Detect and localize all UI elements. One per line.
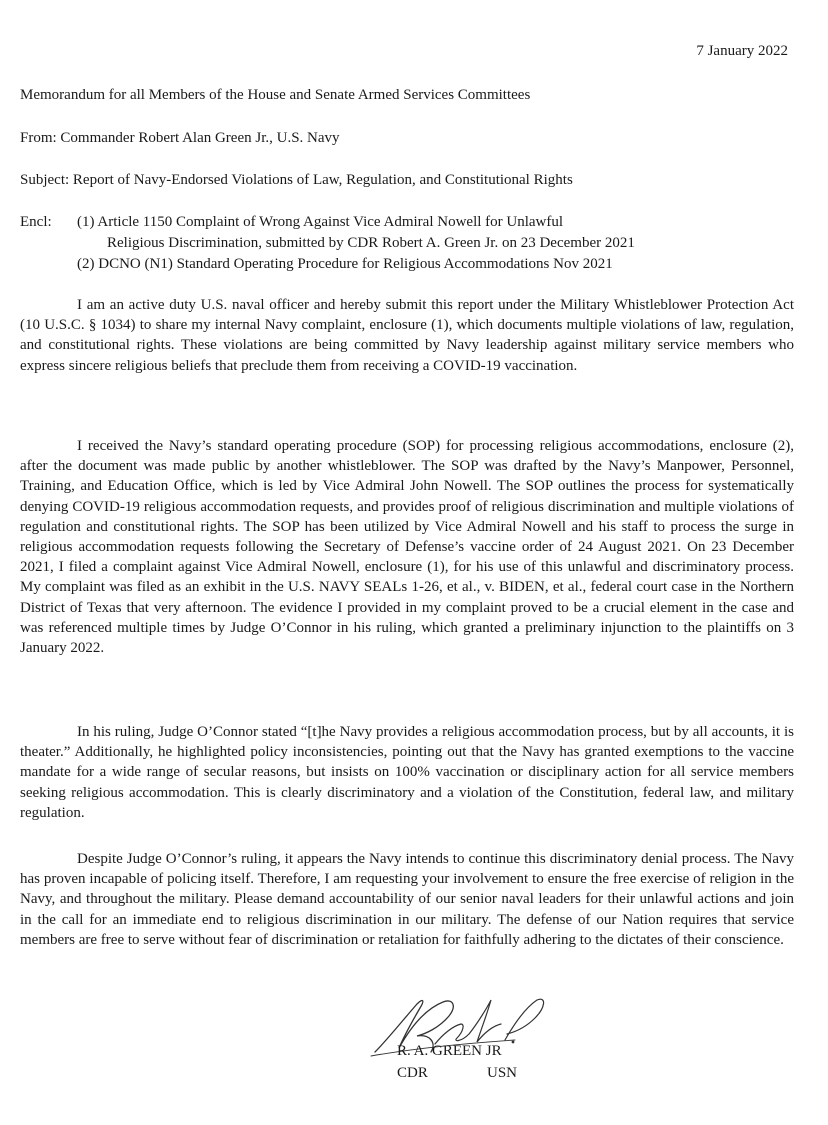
body-paragraph-3: In his ruling, Judge O’Connor stated “[t]he Navy provides a religious accommodation process, but by all accounts, it is theater.” Additionally, he highlighted policy inconsistencies, pointing out that the Navy has granted exemptions to the vaccine mandate for a wide range of secular reasons, but insists on 100% vaccination or disciplinary action for all service members seeking religious accommodation. This is clearly discriminatory and a violation of the Constitution, federal law, and military regulation. [20,724,794,821]
enclosure-1-line-1: (1) Article 1150 Complaint of Wrong Against Vice Admiral Nowell for Unlawful [77,214,564,230]
memo-date: 7 January 2022 [696,43,788,59]
body-paragraph-4: Despite Judge O’Connor’s ruling, it appears the Navy intends to continue this discriminatory denial process. The Navy has proven incapable of policing itself. Therefore, I am requesting your involvement to ensure the free exercise of religion in the Navy, and throughout the military. Please demand accountability of our senior naval leaders for their unlawful actions and join in the call for an immediate end to religious discrimination in our military. The defense of our Nation requires that service members are free to serve without fear of discrimination or retaliation for faithfully adhering to the dictates of their conscience. [20,851,794,948]
enclosure-2: (2) DCNO (N1) Standard Operating Procedure for Religious Accommodations Nov 2021 [77,256,613,272]
body-paragraph-1: I am an active duty U.S. naval officer and hereby submit this report under the Military Whistleblower Protection Act (10 U.S.C. § 1034) to share my internal Navy complaint, enclosure (1), which documents multiple violations of law, regulation, and constitutional rights. These violations are being committed by Navy leadership against military service members who express sincere religious beliefs that preclude them from receiving a COVID-19 vaccination. [20,297,794,374]
signature-service: USN [487,1065,518,1081]
memo-to-line: Memorandum for all Members of the House and Senate Armed Services Committees [20,87,531,103]
memo-from-line: From: Commander Robert Alan Green Jr., U.S. Navy [20,130,340,146]
signature-rank: CDR [397,1065,428,1081]
signature-name: R. A. GREEN JR [397,1043,502,1059]
body-paragraph-2: I received the Navy’s standard operating procedure (SOP) for processing religious accommodations, enclosure (2), after the document was made public by another whistleblower. The SOP was drafted by the Navy’s Manpower, Personnel, Training, and Education Office, which is led by Vice Admiral John Nowell. The SOP outlines the process for systematically denying COVID-19 religious accommodation requests, and provides proof of religious discrimination and multiple violations of regulation and constitutional rights. The SOP has been utilized by Vice Admiral Nowell and his staff to process the surge in religious accommodation requests following the Secretary of Defense’s vaccine order of 24 August 2021. On 23 December 2021, I filed a complaint against Vice Admiral Nowell, enclosure (1), for his use of this unlawful and discriminatory process. My complaint was filed as an exhibit in the U.S. NAVY SEALs 1-26, et al., v. BIDEN, et al., federal court case in the Northern District of Texas that very afternoon. The evidence I provided in my complaint proved to be a crucial element in the case and was referenced multiple times by Judge O’Connor in his ruling, which granted a preliminary injunction to the plaintiffs on 3 January 2022. [20,438,794,657]
memo-subject-line: Subject: Report of Navy-Endorsed Violations of Law, Regulation, and Constitutional Rights [20,172,573,188]
enclosure-1-line-2: Religious Discrimination, submitted by CDR Robert A. Green Jr. on 23 December 2021 [107,235,635,251]
enclosures-label: Encl: [20,214,52,230]
